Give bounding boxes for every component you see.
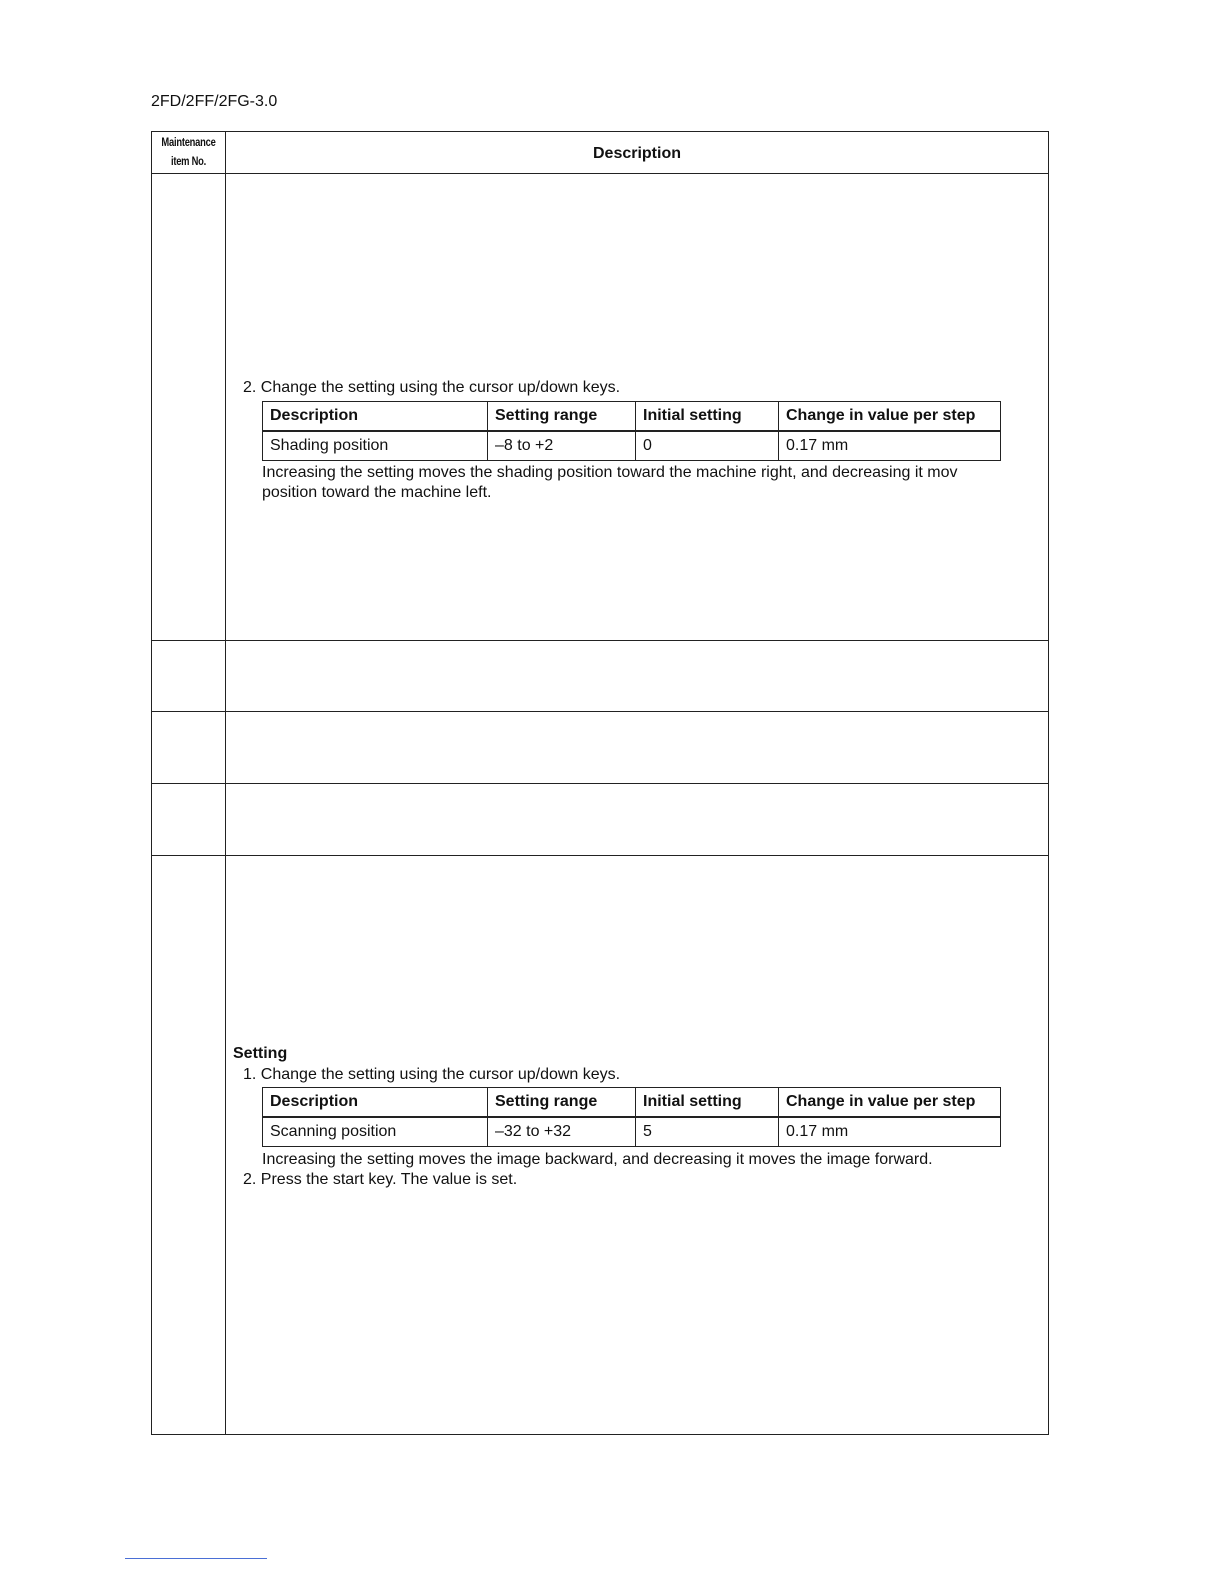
step-2: 2. Press the start key. The value is set. <box>243 1171 518 1188</box>
col-setting-range: Setting range <box>488 402 636 432</box>
step-change-setting: 2. Change the setting using the cursor up/down keys. <box>243 379 621 396</box>
shading-position-table <box>262 401 1001 461</box>
cell-setting-range: –32 to +32 <box>488 1117 636 1147</box>
col-description: Description <box>263 402 488 432</box>
col-change-per-step: Change in value per step <box>779 402 1001 432</box>
header-description: Description <box>592 144 681 162</box>
table-row <box>263 1117 1001 1147</box>
row-divider <box>151 640 1049 641</box>
step-1: 1. Change the setting using the cursor up/down keys. <box>243 1066 621 1083</box>
header-item-no: Maintenance item No. <box>161 135 216 168</box>
row-divider <box>151 783 1049 784</box>
table-row <box>263 431 1001 461</box>
note: Increasing the setting moves the image backward, and decreasing it moves the image forward. <box>262 1151 933 1168</box>
col-change-per-step: Change in value per step <box>779 1088 1001 1118</box>
row-divider <box>151 711 1049 712</box>
col-setting-range: Setting range <box>488 1088 636 1118</box>
row-divider <box>151 855 1049 856</box>
cell-initial-setting: 5 <box>636 1117 779 1147</box>
document-code: 2FD/2FF/2FG-3.0 <box>151 93 278 110</box>
cell-change-per-step: 0.17 mm <box>779 431 1001 461</box>
footer-rule <box>125 1558 267 1559</box>
col-initial-setting: Initial setting <box>636 402 779 432</box>
cell-description: Scanning position <box>263 1117 488 1147</box>
cell-initial-setting: 0 <box>636 431 779 461</box>
note-line-1: Increasing the setting moves the shading position toward the machine right, and decreasing it mov <box>262 464 958 481</box>
setting-heading: Setting <box>233 1045 288 1062</box>
note-line-2: position toward the machine left. <box>262 484 492 501</box>
cell-setting-range: –8 to +2 <box>488 431 636 461</box>
cell-description: Shading position <box>263 431 488 461</box>
col-description: Description <box>263 1088 488 1118</box>
cell-change-per-step: 0.17 mm <box>779 1117 1001 1147</box>
scanning-position-table <box>262 1087 1001 1147</box>
col-initial-setting: Initial setting <box>636 1088 779 1118</box>
